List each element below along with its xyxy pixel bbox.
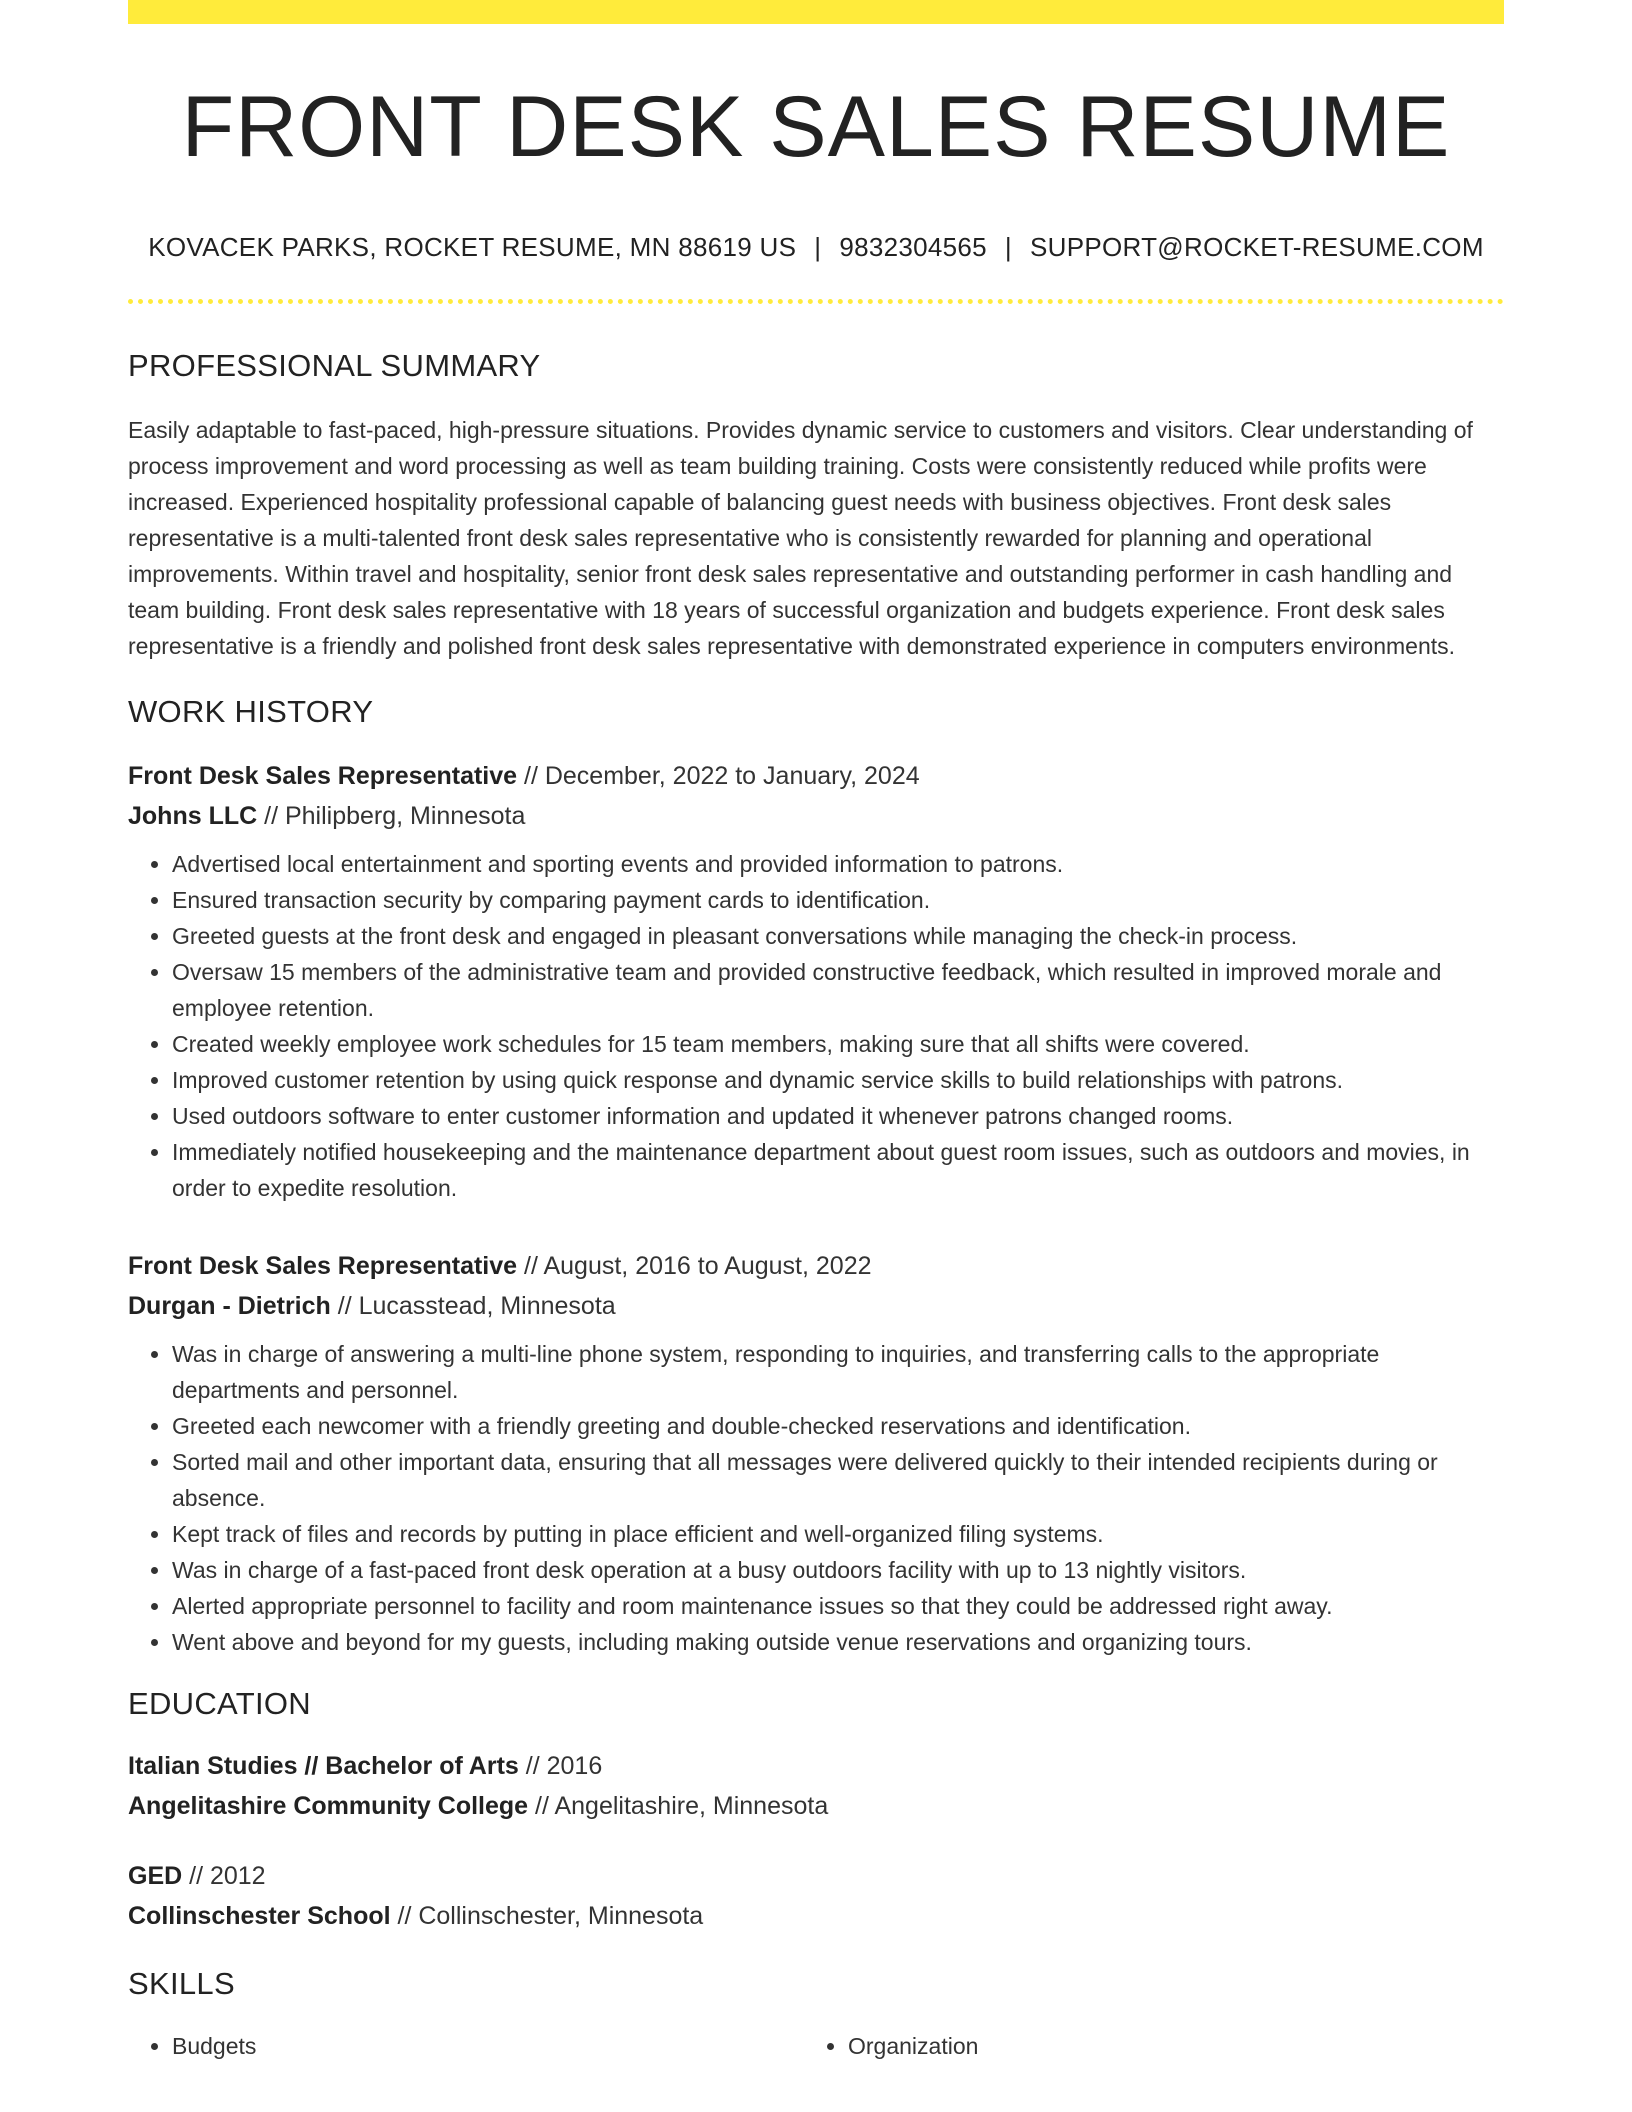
contact-line	[128, 232, 1504, 263]
contact-address: KOVACEK PARKS, ROCKET RESUME, MN 88619 US	[148, 232, 797, 262]
job-entry	[128, 1246, 1504, 1660]
job-company: Durgan - Dietrich	[128, 1292, 331, 1320]
education-degree-line	[128, 1856, 1504, 1896]
job-dates: // August, 2016 to August, 2022	[517, 1252, 872, 1280]
resume-title: FRONT DESK SALES RESUME	[181, 79, 1451, 175]
skills-heading: SKILLS	[128, 1966, 235, 2001]
job-entry	[128, 756, 1504, 1206]
summary-heading: PROFESSIONAL SUMMARY	[128, 348, 541, 383]
education-school-line	[128, 1896, 1504, 1936]
job-title-line	[128, 1246, 1504, 1286]
job-bullet: • Greeted guests at the front desk and engaged in pleasant conversations while managing the check-in process.	[172, 918, 1504, 954]
skills-column-left	[128, 2028, 804, 2064]
education-degree-line	[128, 1746, 1504, 1786]
contact-email[interactable]: SUPPORT@ROCKET-RESUME.COM	[1029, 232, 1484, 262]
education-location: // Collinschester, Minnesota	[390, 1902, 704, 1930]
header-divider	[128, 299, 1504, 304]
education-entry	[128, 1856, 1504, 1936]
job-bullet: • Was in charge of a fast-paced front desk operation at a busy outdoors facility with up to 13 nightly visitors.	[172, 1552, 1504, 1588]
job-bullet: • Improved customer retention by using quick response and dynamic service skills to build relationships with patrons.	[172, 1062, 1504, 1098]
job-bullet: • Kept track of files and records by putting in place efficient and well-organized filing systems.	[172, 1516, 1504, 1552]
contact-phone[interactable]: 9832304565	[839, 232, 987, 262]
job-title: Front Desk Sales Representative	[128, 762, 518, 790]
education-year: // 2012	[182, 1862, 266, 1890]
skill-item: • Organization	[848, 2028, 1480, 2064]
job-title-line	[128, 756, 1504, 796]
job-bullet: • Ensured transaction security by comparing payment cards to identification.	[172, 882, 1504, 918]
job-bullet: • Went above and beyond for my guests, including making outside venue reservations and organizing tours.	[172, 1624, 1504, 1660]
education-entry	[128, 1746, 1504, 1826]
resume-page	[128, 0, 1504, 2064]
contact-separator: |	[1004, 232, 1012, 262]
skills-grid	[128, 2028, 1504, 2064]
job-location: // Lucasstead, Minnesota	[330, 1292, 616, 1320]
job-bullet: • Advertised local entertainment and sporting events and provided information to patrons.	[172, 846, 1504, 882]
job-company-line	[128, 1286, 1504, 1326]
education-school: Collinschester School	[128, 1902, 391, 1930]
job-location: // Philipberg, Minnesota	[257, 802, 526, 830]
job-company: Johns LLC	[128, 802, 258, 830]
top-accent-bar	[128, 0, 1504, 24]
summary-text: Easily adaptable to fast-paced, high-pressure situations. Provides dynamic service to customers and visitors. Clear understanding of process improvement and word processing as well as team building training. Costs were consistently reduced while profits were increased. Experienced hospitality professional capable of balancing guest needs with business objectives. Front desk sales representative is a multi-talented front desk sales representative who is consistently rewarded for planning and operational improvements. Within travel and hospitality, senior front desk sales representative and outstanding performer in cash handling and team building. Front desk sales representative with 18 years of successful organization and budgets experience. Front desk sales representative is a friendly and polished front desk sales representative with demonstrated experience in computers environments.	[128, 417, 1473, 659]
work-history-heading: WORK HISTORY	[128, 694, 374, 729]
education-degree: Italian Studies // Bachelor of Arts	[128, 1752, 519, 1780]
education-location: // Angelitashire, Minnesota	[528, 1792, 829, 1820]
education-year: // 2016	[518, 1752, 603, 1780]
job-bullets	[128, 1336, 1504, 1660]
education-heading: EDUCATION	[128, 1686, 311, 1721]
skills-column-right	[804, 2028, 1480, 2064]
contact-separator: |	[814, 232, 822, 262]
job-company-line	[128, 796, 1504, 836]
education-degree: GED	[128, 1862, 183, 1890]
job-bullets	[128, 846, 1504, 1206]
job-bullet: • Greeted each newcomer with a friendly greeting and double-checked reservations and identification.	[172, 1408, 1504, 1444]
job-bullet: • Created weekly employee work schedules for 15 team members, making sure that all shifts were covered.	[172, 1026, 1504, 1062]
job-bullet: • Used outdoors software to enter customer information and updated it whenever patrons changed rooms.	[172, 1098, 1504, 1134]
job-bullet: • Was in charge of answering a multi-line phone system, responding to inquiries, and transferring calls to the appropriate departments and personnel.	[172, 1336, 1504, 1408]
job-bullet: • Immediately notified housekeeping and the maintenance department about guest room issues, such as outdoors and movies, in order to expedite resolution.	[172, 1134, 1504, 1206]
education-school-line	[128, 1786, 1504, 1826]
job-bullet: • Alerted appropriate personnel to facility and room maintenance issues so that they could be addressed right away.	[172, 1588, 1504, 1624]
education-school: Angelitashire Community College	[128, 1792, 529, 1820]
job-title: Front Desk Sales Representative	[128, 1252, 518, 1280]
job-dates: // December, 2022 to January, 2024	[517, 762, 920, 790]
job-bullet: • Sorted mail and other important data, ensuring that all messages were delivered quickly to their intended recipients during or absence.	[172, 1444, 1504, 1516]
skill-item: • Budgets	[172, 2028, 804, 2064]
job-bullet: • Oversaw 15 members of the administrative team and provided constructive feedback, which resulted in improved morale and employee retention.	[172, 954, 1504, 1026]
